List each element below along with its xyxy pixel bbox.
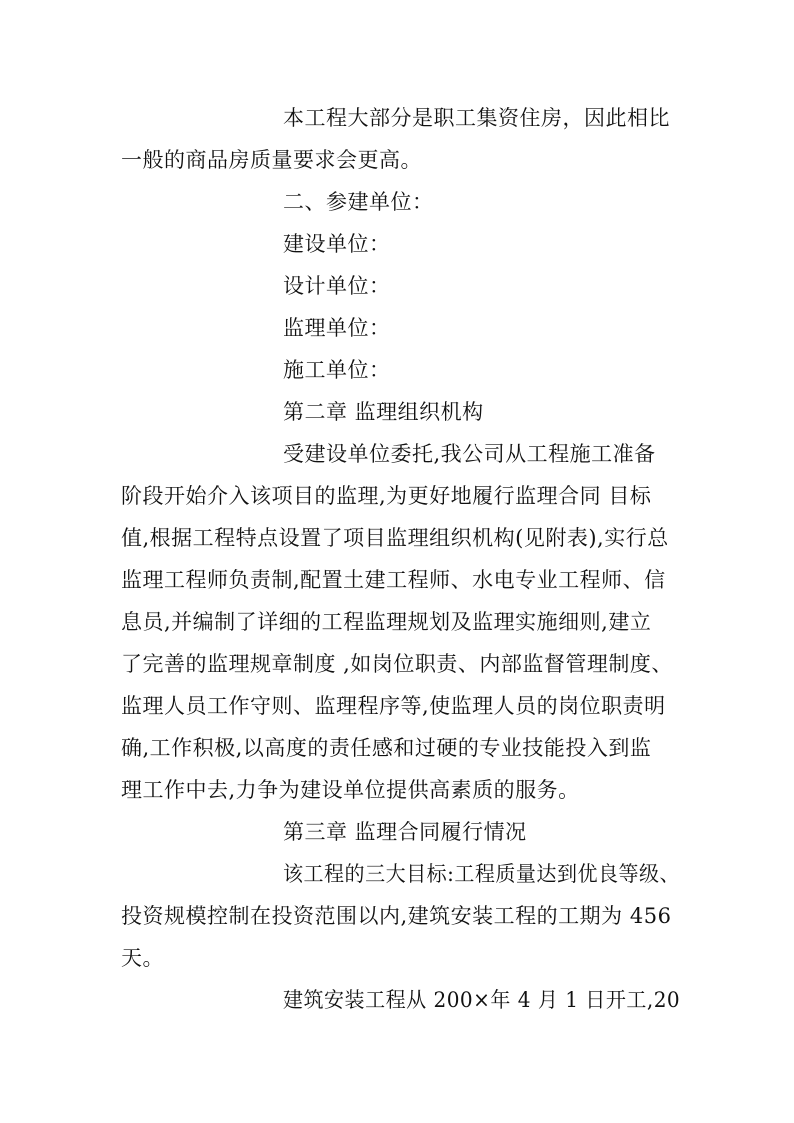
- chapter-heading: 第三章 监理合同履行情况: [283, 820, 527, 844]
- paragraph-line: 天。: [121, 946, 164, 970]
- paragraph-line: 值,根据工程特点设置了项目监理组织机构(见附表),实行总: [121, 526, 669, 550]
- paragraph-line: 确,工作积极,以高度的责任感和过硬的专业技能投入到监: [121, 736, 652, 760]
- section-heading: 二、参建单位：: [283, 190, 434, 214]
- unit-label-design: 设计单位：: [283, 274, 391, 298]
- paragraph-line: 理工作中去,力争为建设单位提供高素质的服务。: [121, 778, 580, 802]
- paragraph-line: 了完善的监理规章制度 ,如岗位职责、内部监督管理制度、: [121, 652, 673, 676]
- unit-label-supervision: 监理单位：: [283, 316, 391, 340]
- paragraph-line: 一般的商品房质量要求会更高。: [121, 148, 422, 172]
- paragraph-line: 监理工程师负责制,配置土建工程师、水电专业工程师、信: [121, 568, 666, 592]
- paragraph-line: 投资规模控制在投资范围以内,建筑安装工程的工期为 456: [121, 904, 672, 928]
- paragraph-line: 监理人员工作守则、监理程序等,使监理人员的岗位职责明: [121, 694, 666, 718]
- unit-label-contractor: 施工单位：: [283, 358, 391, 382]
- paragraph-line: 息员,并编制了详细的工程监理规划及监理实施细则,建立: [121, 610, 652, 634]
- paragraph-line: 本工程大部分是职工集资住房，因此相比: [283, 106, 670, 130]
- paragraph-line: 阶段开始介入该项目的监理,为更好地履行监理合同 目标: [121, 484, 652, 508]
- paragraph-line: 该工程的三大目标:工程质量达到优良等级、: [283, 862, 681, 886]
- paragraph-line: 受建设单位委托,我公司从工程施工准备: [283, 442, 656, 466]
- chapter-heading: 第二章 监理组织机构: [283, 400, 484, 424]
- unit-label-construction: 建设单位：: [283, 232, 391, 256]
- paragraph-line: 建筑安装工程从 200×年 4 月 1 日开工,20: [283, 988, 681, 1012]
